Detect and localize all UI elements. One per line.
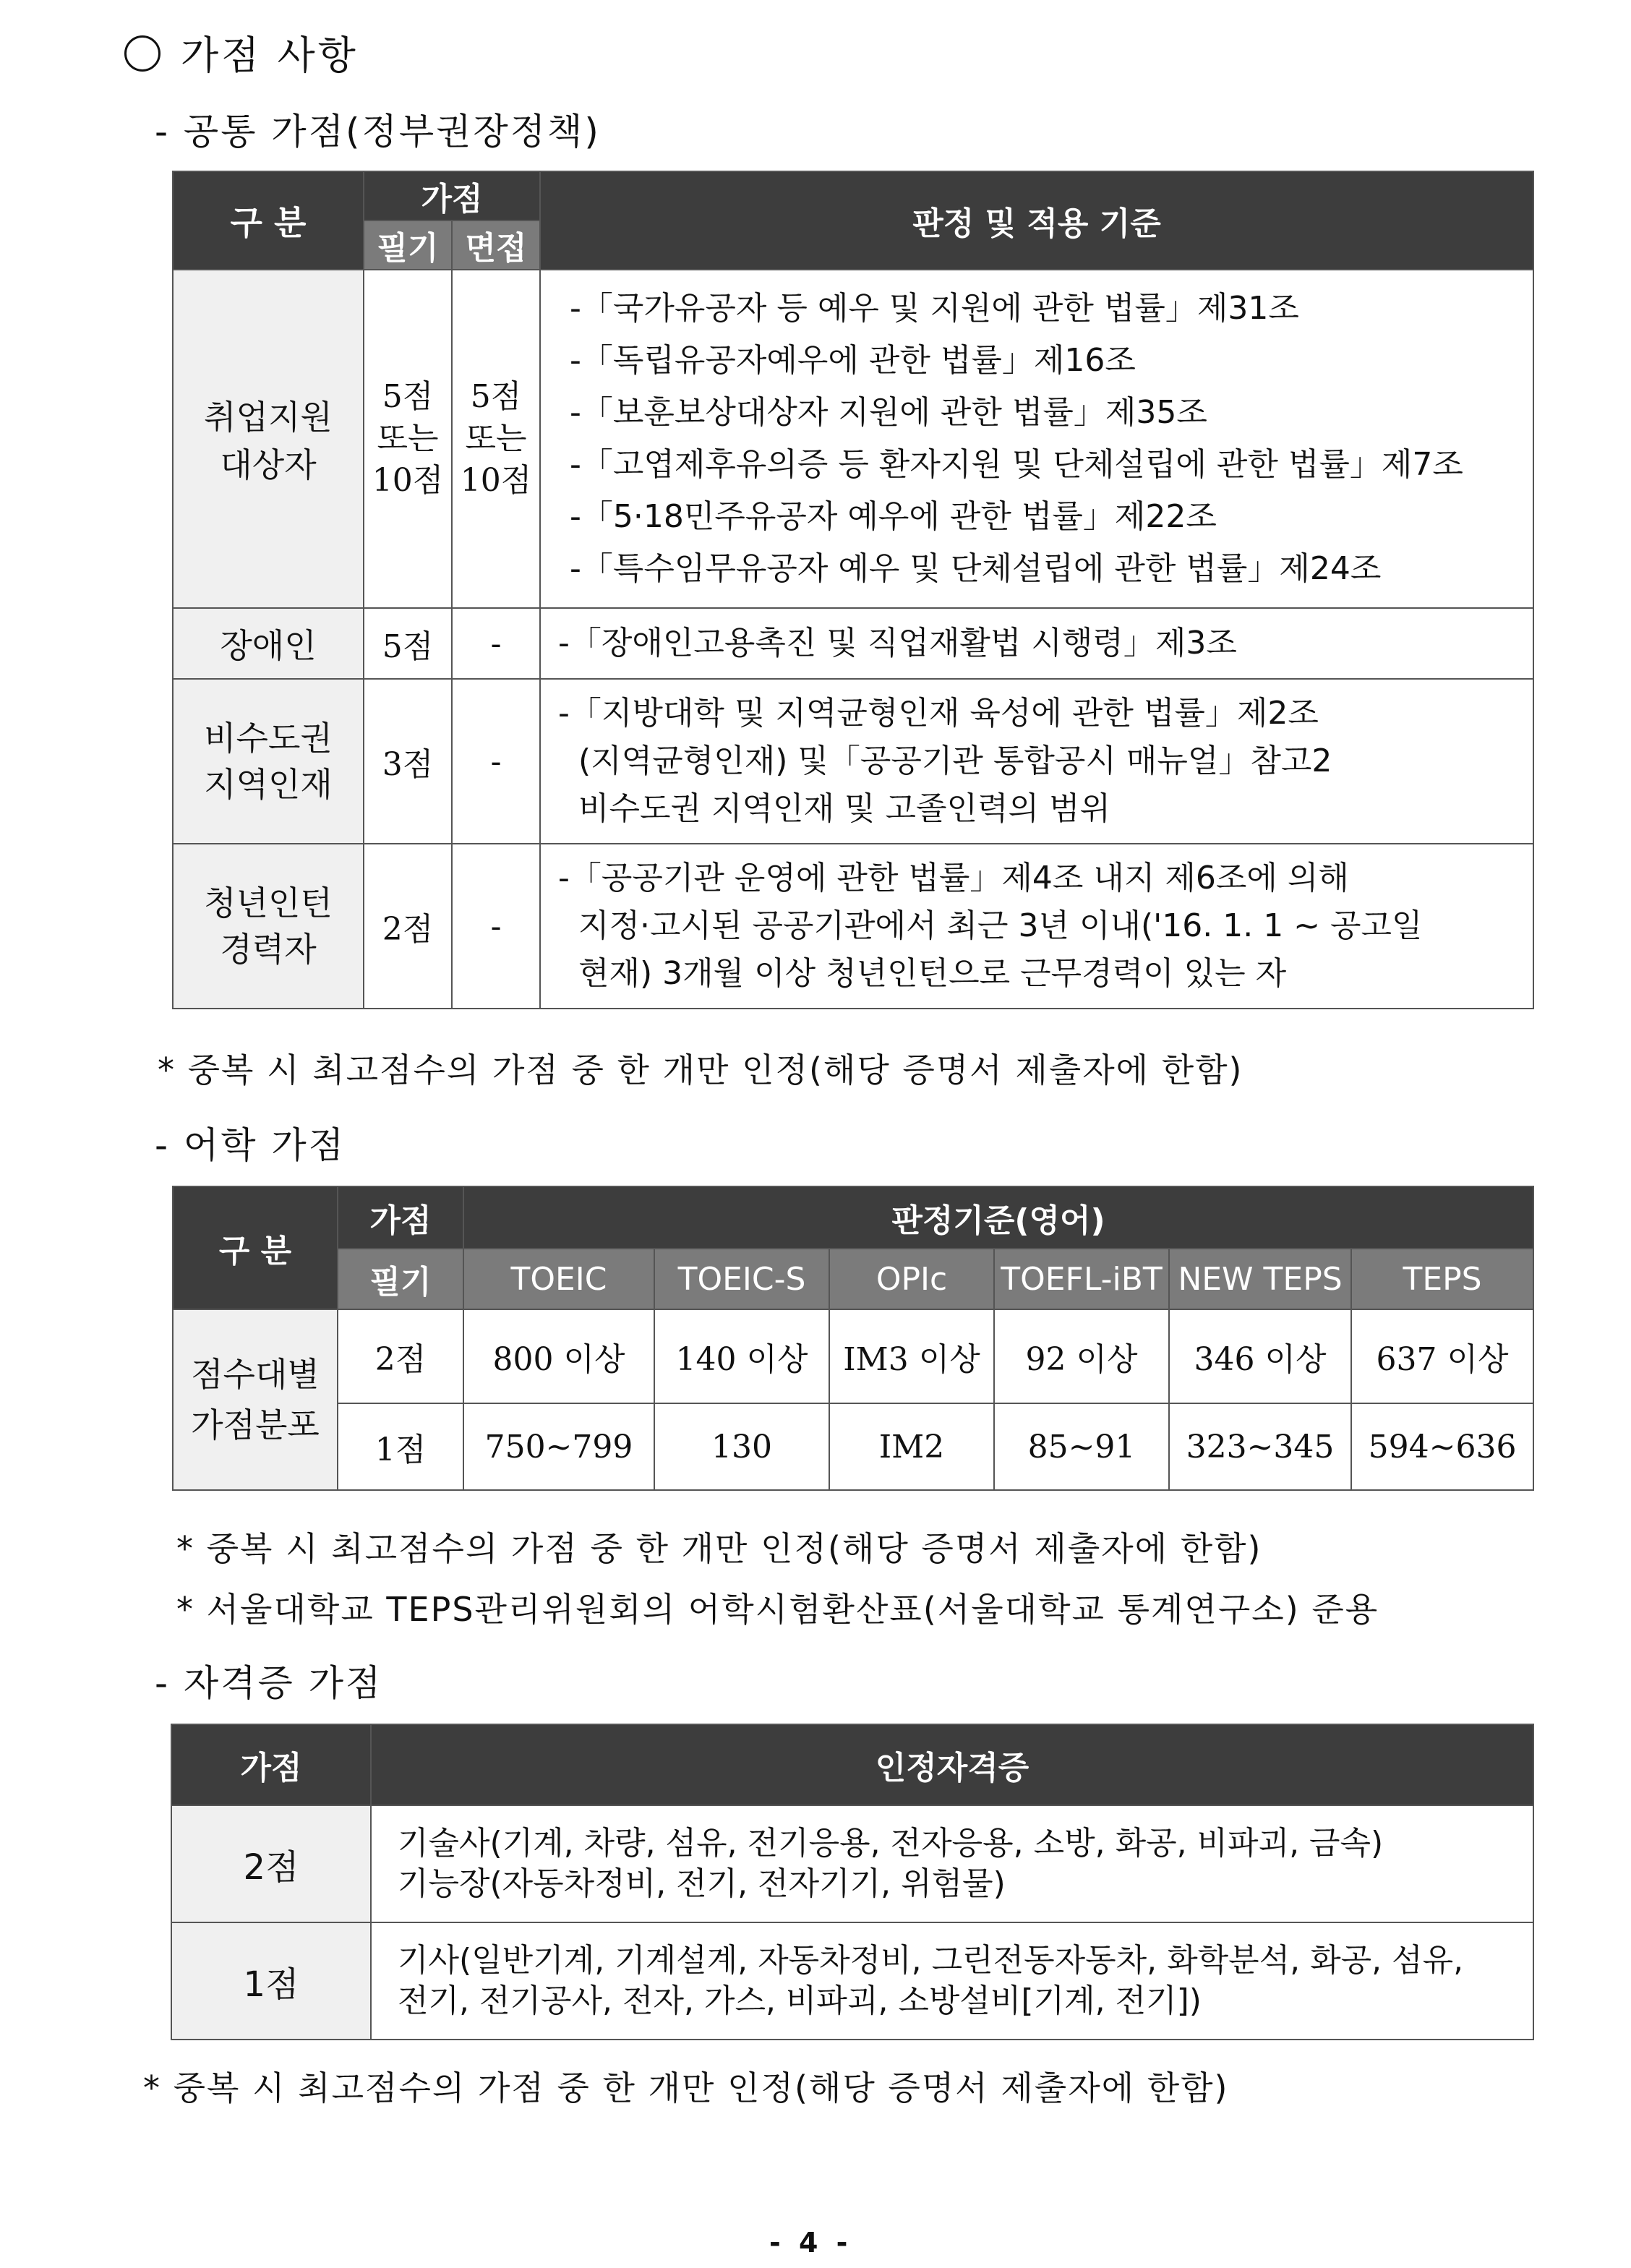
common-note: * 중복 시 최고점수의 가점 중 한 개만 인정(해당 증명서 제출자에 한함) [158,1050,1243,1090]
cell-value: 594~636 [1351,1403,1533,1490]
row-points: 2점 [338,1309,463,1403]
row-interview: - [452,679,540,844]
header-criteria: 판정기준(영어) [463,1186,1533,1249]
header-written: 필기 [338,1249,463,1309]
cell-value: IM2 [829,1403,994,1490]
header-interview: 면접 [452,221,540,270]
row-interview: 5점 또는 10점 [452,270,540,608]
common-points-title: - 공통 가점(정부권장정책) [155,111,601,153]
row-written: 2점 [364,844,452,1009]
page-number: - 4 - [769,2227,852,2259]
row-points: 2점 [171,1805,371,1922]
header-category: 구 분 [173,1186,338,1309]
row-category: 취업지원 대상자 [173,270,364,608]
header-points: 가점 [364,171,540,221]
header-points: 가점 [338,1186,463,1249]
row-criteria: -「장애인고용촉진 및 직업재활법 시행령」제3조 [540,608,1533,679]
table-row [173,1309,1533,1403]
row-category: 점수대별 가점분포 [173,1309,338,1490]
table-row [173,679,1533,844]
language-note-2: * 서울대학교 TEPS관리위원회의 어학시험환산표(서울대학교 통계연구소) 준용 [176,1590,1379,1629]
row-interview: - [452,608,540,679]
cert-note: * 중복 시 최고점수의 가점 중 한 개만 인정(해당 증명서 제출자에 한함) [143,2068,1229,2107]
header-test-opic: OPIc [829,1249,994,1309]
header-test-toefl-ibt: TOEFL-iBT [994,1249,1169,1309]
row-category: 장애인 [173,608,364,679]
cell-value: 323~345 [1169,1403,1351,1490]
language-points-title: - 어학 가점 [155,1124,346,1166]
header-test-new-teps: NEW TEPS [1169,1249,1351,1309]
cell-value: 85~91 [994,1403,1169,1490]
header-certs: 인정자격증 [371,1724,1533,1805]
table-row [173,844,1533,1009]
table-row [171,1922,1533,2040]
cell-value: 140 이상 [654,1309,829,1403]
row-category: 비수도권 지역인재 [173,679,364,844]
table-row [173,1403,1533,1490]
row-written: 5점 또는 10점 [364,270,452,608]
header-criteria: 판정 및 적용 기준 [540,171,1533,270]
row-points: 1점 [338,1403,463,1490]
cell-value: 92 이상 [994,1309,1169,1403]
header-test-toeic-s: TOEIC-S [654,1249,829,1309]
circle-bullet-icon [124,35,160,72]
section-heading: 가점 사항 [124,25,359,80]
cell-value: 346 이상 [1169,1309,1351,1403]
row-criteria: -「국가유공자 등 예우 및 지원에 관한 법률」제31조 -「독립유공자예우에 관한 법률」제16조 -「보훈보상대상자 지원에 관한 법률」제35조 -「고엽제후유의증 등 환자지원 및 단체설립에 관한 법률」제7조 -「5·18민주유공자 예우에 관한 법률」제22조 -「특수임무유공자 예우 및 단체설립에 관한 법률」제24조 [540,270,1533,608]
header-test-toeic: TOEIC [463,1249,654,1309]
row-written: 5점 [364,608,452,679]
row-interview: - [452,844,540,1009]
cert-points-title: - 자격증 가점 [155,1662,383,1704]
language-note-1: * 중복 시 최고점수의 가점 중 한 개만 인정(해당 증명서 제출자에 한함) [176,1529,1262,1568]
header-test-teps: TEPS [1351,1249,1533,1309]
row-certs: 기술사(기계, 차량, 섬유, 전기응용, 전자응용, 소방, 화공, 비파괴, 금속) 기능장(자동차정비, 전기, 전자기기, 위험물) [371,1805,1533,1922]
table-row [173,608,1533,679]
header-points: 가점 [171,1724,371,1805]
header-category: 구 분 [173,171,364,270]
table-row [173,270,1533,608]
row-certs: 기사(일반기계, 기계설계, 자동차정비, 그린전동자동차, 화학분석, 화공, 섬유, 전기, 전기공사, 전자, 가스, 비파괴, 소방설비[기계, 전기]) [371,1922,1533,2040]
cell-value: 637 이상 [1351,1309,1533,1403]
cell-value: 750~799 [463,1403,654,1490]
row-points: 1점 [171,1922,371,2040]
row-criteria: -「지방대학 및 지역균형인재 육성에 관한 법률」제2조 (지역균형인재) 및「공공기관 통합공시 매뉴얼」참고2 비수도권 지역인재 및 고졸인력의 범위 [540,679,1533,844]
row-criteria: -「공공기관 운영에 관한 법률」제4조 내지 제6조에 의해 지정·고시된 공공기관에서 최근 3년 이내('16. 1. 1 ~ 공고일 현재) 3개월 이상 청년인턴으로 근무경력이 있는 자 [540,844,1533,1009]
cert-points-table [171,1724,1534,2040]
cell-value: 130 [654,1403,829,1490]
header-written: 필기 [364,221,452,270]
common-points-table [172,171,1534,1009]
cell-value: 800 이상 [463,1309,654,1403]
cell-value: IM3 이상 [829,1309,994,1403]
table-row [171,1805,1533,1922]
row-written: 3점 [364,679,452,844]
language-points-table [172,1186,1534,1491]
row-category: 청년인턴 경력자 [173,844,364,1009]
